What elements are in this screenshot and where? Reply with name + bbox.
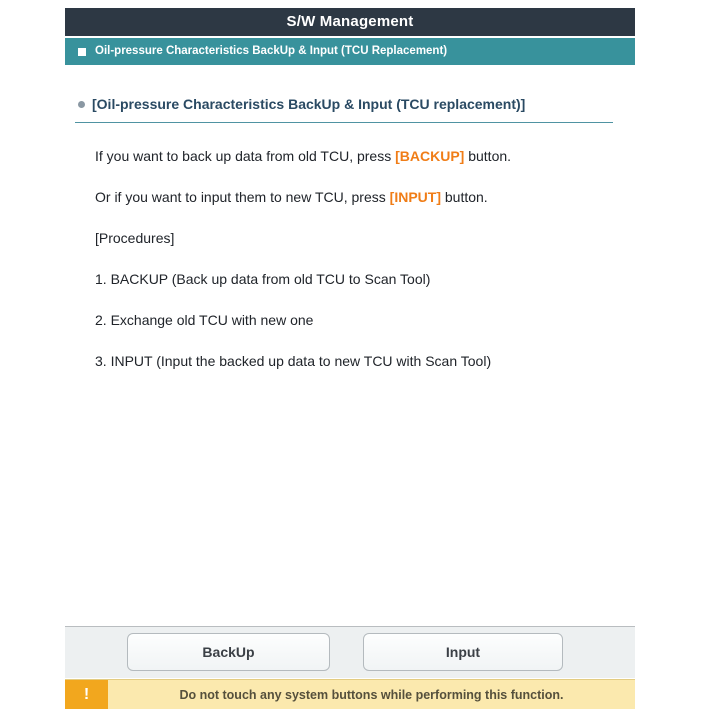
instruction-paragraph — [95, 311, 613, 330]
circle-bullet-icon — [78, 101, 85, 108]
paragraph-text: [Procedures] — [95, 230, 175, 246]
input-highlight: [INPUT] — [389, 189, 441, 205]
button-bar — [65, 626, 635, 678]
instruction-paragraph — [95, 229, 613, 248]
section-title: [Oil-pressure Characteristics BackUp & Input (TCU replacement)] — [92, 96, 526, 112]
paragraph-text: 3. INPUT (Input the backed up data to new TCU with Scan Tool) — [95, 353, 492, 369]
exclamation-icon: ! — [65, 680, 108, 709]
content-column — [65, 8, 635, 393]
paragraph-text: If you want to back up data from old TCU, press — [95, 148, 396, 164]
instruction-paragraph — [95, 270, 613, 289]
instruction-paragraph — [95, 188, 613, 207]
instruction-paragraph — [95, 352, 613, 371]
subheader-label: Oil-pressure Characteristics BackUp & Input (TCU Replacement) — [95, 45, 448, 57]
paragraph-text: 1. BACKUP (Back up data from old TCU to Scan Tool) — [95, 271, 431, 287]
section-title-row — [75, 96, 613, 123]
paragraph-text: 2. Exchange old TCU with new one — [95, 312, 314, 328]
backup-highlight: [BACKUP] — [395, 148, 465, 164]
instruction-paragraphs — [95, 123, 613, 371]
instruction-body — [65, 65, 635, 371]
page-title: S/W Management — [286, 13, 414, 30]
instruction-paragraph — [95, 147, 613, 166]
input-button[interactable]: Input — [363, 633, 563, 671]
backup-button[interactable]: BackUp — [127, 633, 330, 671]
warning-bar — [65, 679, 635, 709]
paragraph-text: button. — [464, 148, 512, 164]
subheader-bar — [65, 38, 635, 65]
warning-text: Do not touch any system buttons while performing this function. — [179, 687, 564, 702]
square-bullet-icon — [78, 48, 86, 56]
title-bar — [65, 8, 635, 36]
paragraph-text: Or if you want to input them to new TCU, press — [95, 189, 390, 205]
paragraph-text: button. — [440, 189, 488, 205]
